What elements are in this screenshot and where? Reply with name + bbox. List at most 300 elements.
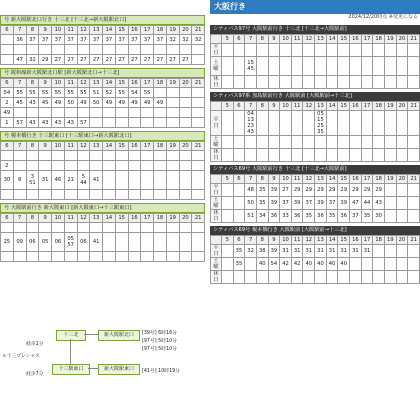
hour-header: 7 (245, 35, 257, 44)
table-row (211, 149, 420, 162)
departure-cell: 29 (291, 184, 303, 197)
hour-header: 18 (373, 35, 385, 44)
departure-cell (179, 161, 192, 171)
departure-cell (315, 57, 327, 76)
hour-header: 21 (408, 175, 420, 184)
hour-header: 6 (233, 236, 245, 245)
departure-cell (326, 44, 338, 57)
departure-cell: 43 (64, 118, 77, 128)
departure-cell: 30 (373, 210, 385, 223)
day-type-label: 平日 (211, 111, 222, 136)
hour-header: 7 (13, 142, 26, 151)
departure-cell: 37 (280, 197, 292, 210)
hour-header: 14 (103, 79, 116, 88)
hour-header: 21 (408, 236, 420, 245)
departure-cell (280, 57, 292, 76)
departure-cell: 27 (179, 55, 192, 65)
departure-cell: 35 (303, 210, 315, 223)
departure-cell (154, 223, 167, 233)
departure-cell: 52 (103, 88, 116, 98)
departure-cell (39, 45, 52, 55)
departure-cell: 43 (26, 98, 39, 108)
hour-header: 12 (303, 236, 315, 245)
departure-cell: 29 (350, 184, 362, 197)
departure-cell: 35 (233, 258, 245, 271)
departure-cell (90, 45, 103, 55)
departure-cell: 39 (338, 197, 350, 210)
hour-header: 6 (1, 214, 14, 223)
departure-cell: 37 (303, 197, 315, 210)
hour-header: 6 (1, 26, 14, 35)
departure-cell (408, 149, 420, 162)
departure-cell (280, 271, 292, 284)
hour-header: 5 (222, 175, 234, 184)
hour-header: 11 (64, 79, 77, 88)
corner-cell (211, 236, 222, 245)
legend-label-1: 経歩1分 (26, 342, 44, 347)
hour-header: 8 (256, 35, 268, 44)
hour-header: 9 (268, 35, 280, 44)
departure-cell (350, 136, 362, 149)
departure-cell (361, 111, 373, 136)
departure-cell (154, 233, 167, 252)
departure-cell (192, 252, 205, 262)
departure-cell: 29 (373, 184, 385, 197)
hour-header: 18 (154, 79, 167, 88)
hour-header: 20 (396, 175, 408, 184)
departure-cell (154, 151, 167, 161)
departure-cell (90, 108, 103, 118)
departure-cell: 41 (90, 171, 103, 190)
departure-cell (52, 252, 65, 262)
departure-cell: 27 (166, 55, 179, 65)
departure-cell: 54 (128, 88, 141, 98)
timetable (0, 213, 205, 262)
left-timetables (0, 0, 205, 262)
departure-cell (350, 111, 362, 136)
departure-cell (408, 184, 420, 197)
departure-cell: 51 (245, 210, 257, 223)
hour-header: 16 (128, 26, 141, 35)
hour-header: 13 (90, 26, 103, 35)
departure-cell (303, 271, 315, 284)
hour-header: 21 (408, 102, 420, 111)
departure-cell (373, 44, 385, 57)
departure-cell: 42 (291, 258, 303, 271)
departure-cell (222, 44, 234, 57)
departure-cell (408, 136, 420, 149)
departure-cell (245, 271, 257, 284)
departure-cell (1, 252, 14, 262)
departure-cell: 27 (141, 55, 154, 65)
hour-header: 7 (13, 79, 26, 88)
departure-cell (77, 252, 90, 262)
departure-cell (396, 245, 408, 258)
hour-header: 16 (128, 214, 141, 223)
departure-cell (52, 190, 65, 200)
departure-cell (280, 149, 292, 162)
departure-cell (90, 118, 103, 128)
departure-cell (408, 258, 420, 271)
departure-cell (222, 111, 234, 136)
departure-cell (396, 57, 408, 76)
departure-cell (52, 161, 65, 171)
departure-cell: 37 (26, 35, 39, 45)
legend-connector (88, 368, 98, 369)
departure-cell: 27 (90, 55, 103, 65)
departure-cell (103, 118, 116, 128)
departure-cell (154, 118, 167, 128)
departure-cell: 36 (268, 210, 280, 223)
hour-header: 14 (103, 214, 116, 223)
departure-cell (52, 45, 65, 55)
hour-header: 9 (39, 142, 52, 151)
departure-cell (361, 76, 373, 89)
hour-header: 6 (233, 175, 245, 184)
hour-header: 7 (13, 26, 26, 35)
departure-cell (90, 161, 103, 171)
departure-cell (326, 76, 338, 89)
departure-cell (222, 184, 234, 197)
departure-cell: 35 (326, 210, 338, 223)
table-row (1, 151, 205, 161)
departure-cell (192, 98, 205, 108)
departure-cell: 55 (52, 88, 65, 98)
departure-cell (384, 76, 396, 89)
hour-header: 20 (396, 35, 408, 44)
hour-header: 11 (291, 102, 303, 111)
date-note: 2024/12/20時点 ※変更になる (348, 14, 418, 20)
departure-cell: 36 (315, 210, 327, 223)
hour-header: 15 (115, 142, 128, 151)
departure-cell: 37 (77, 35, 90, 45)
hour-header: 8 (26, 214, 39, 223)
departure-cell (166, 171, 179, 190)
departure-cell: 36 (338, 210, 350, 223)
hour-header: 15 (338, 35, 350, 44)
table-row (1, 45, 205, 55)
departure-cell: 44 (361, 197, 373, 210)
departure-cell: 05 15 25 35 (315, 111, 327, 136)
hour-header: 21 (192, 79, 205, 88)
departure-cell: 31 (291, 245, 303, 258)
hour-header: 17 (361, 102, 373, 111)
departure-cell (373, 76, 385, 89)
departure-cell: 29 (39, 55, 52, 65)
departure-cell: 35 (233, 245, 245, 258)
day-type-label: 平日 (211, 44, 222, 57)
departure-cell (303, 76, 315, 89)
departure-cell (128, 161, 141, 171)
hour-header: 9 (39, 26, 52, 35)
table-row (1, 190, 205, 200)
departure-cell (1, 45, 14, 55)
departure-cell: 32 (179, 35, 192, 45)
departure-cell (166, 252, 179, 262)
hour-header: 5 (222, 102, 234, 111)
hour-header: 12 (303, 35, 315, 44)
table-row (1, 171, 205, 190)
departure-cell (373, 258, 385, 271)
departure-cell (361, 258, 373, 271)
departure-cell: 49 (77, 98, 90, 108)
departure-cell (373, 136, 385, 149)
day-type-label: 土曜 (211, 136, 222, 149)
corner-cell (211, 102, 222, 111)
departure-cell: 27 (115, 55, 128, 65)
departure-cell (338, 57, 350, 76)
departure-cell (303, 44, 315, 57)
departure-cell (233, 149, 245, 162)
departure-cell (115, 161, 128, 171)
hour-header: 13 (90, 142, 103, 151)
departure-cell (361, 271, 373, 284)
departure-cell (222, 245, 234, 258)
departure-cell (245, 44, 257, 57)
departure-cell (396, 76, 408, 89)
route-header: 号 新大阪駅北口行き 十三北 [十三北→新大阪駅北口] (0, 15, 205, 25)
departure-cell (192, 233, 205, 252)
departure-cell: 25 (1, 233, 14, 252)
left-column (0, 0, 205, 377)
departure-cell (396, 197, 408, 210)
departure-cell (245, 76, 257, 89)
hour-header: 19 (384, 236, 396, 245)
table-row (1, 223, 205, 233)
hour-header: 12 (77, 142, 90, 151)
departure-cell (361, 44, 373, 57)
departure-cell: 40 (315, 258, 327, 271)
departure-cell (154, 88, 167, 98)
hour-header: 7 (13, 214, 26, 223)
departure-cell (361, 136, 373, 149)
table-row (1, 55, 205, 65)
departure-cell (52, 151, 65, 161)
route-header: シティバス69号 大阪駅前行き 十三北 [十三北→大阪駅前] (210, 165, 420, 174)
hour-header: 6 (233, 102, 245, 111)
departure-cell (192, 55, 205, 65)
departure-cell (166, 161, 179, 171)
departure-cell: 35 (256, 184, 268, 197)
departure-cell (192, 171, 205, 190)
departure-cell (338, 76, 350, 89)
departure-cell: 39 (268, 184, 280, 197)
departure-cell (26, 108, 39, 118)
departure-cell (291, 57, 303, 76)
departure-cell (268, 149, 280, 162)
departure-cell (408, 197, 420, 210)
departure-cell (280, 44, 292, 57)
hour-header: 18 (373, 102, 385, 111)
hour-header: 11 (64, 142, 77, 151)
departure-cell (326, 271, 338, 284)
hour-header: 10 (52, 214, 65, 223)
table-row (211, 136, 420, 149)
departure-cell: 40 (326, 258, 338, 271)
hour-header: 10 (52, 142, 65, 151)
hour-header: 8 (26, 79, 39, 88)
route-header: 号 大阪駅前行き 新大阪東口 [新大阪東口→十三駅東口] (0, 203, 205, 213)
day-type-label: 平日 (211, 184, 222, 197)
departure-cell: 37 (90, 35, 103, 45)
departure-cell (1, 35, 14, 45)
departure-cell (103, 151, 116, 161)
departure-cell (141, 223, 154, 233)
departure-cell (384, 210, 396, 223)
hour-header: 13 (90, 214, 103, 223)
departure-cell (303, 57, 315, 76)
departure-cell (396, 271, 408, 284)
departure-cell (268, 111, 280, 136)
hour-header: 14 (103, 26, 116, 35)
hour-header: 14 (326, 102, 338, 111)
departure-cell (384, 245, 396, 258)
departure-cell (64, 190, 77, 200)
departure-cell (315, 271, 327, 284)
departure-cell (128, 233, 141, 252)
route-header: 号 榎本橋行き 十三駅東口 [十三駅東口→新大阪駅北口] (0, 131, 205, 141)
hour-header: 18 (373, 236, 385, 245)
departure-cell (77, 161, 90, 171)
departure-cell (179, 233, 192, 252)
departure-cell: 43 (26, 118, 39, 128)
departure-cell: 39 (291, 197, 303, 210)
hour-header: 9 (268, 175, 280, 184)
departure-cell (39, 190, 52, 200)
hour-header: 19 (166, 79, 179, 88)
table-row (1, 88, 205, 98)
departure-cell: 04 13 23 43 (245, 111, 257, 136)
hour-header: 16 (350, 175, 362, 184)
legend-box-shinosaka-north: 新大阪駅北口 (98, 330, 140, 341)
departure-cell: 39 (268, 197, 280, 210)
departure-cell (141, 45, 154, 55)
departure-cell: 55 (13, 88, 26, 98)
departure-cell (154, 161, 167, 171)
departure-cell: 27 (77, 55, 90, 65)
departure-cell (291, 111, 303, 136)
departure-cell (268, 44, 280, 57)
hour-header: 13 (315, 102, 327, 111)
departure-cell: 55 (26, 88, 39, 98)
departure-cell (166, 151, 179, 161)
departure-cell (179, 151, 192, 161)
departure-cell (154, 252, 167, 262)
departure-cell (408, 44, 420, 57)
departure-cell (384, 136, 396, 149)
hour-header: 6 (233, 35, 245, 44)
right-timetables (210, 25, 420, 284)
departure-cell: 39 (315, 197, 327, 210)
hour-header: 20 (396, 102, 408, 111)
departure-cell (13, 45, 26, 55)
departure-cell: 55 (64, 88, 77, 98)
departure-cell (233, 271, 245, 284)
departure-cell (179, 252, 192, 262)
departure-cell (350, 76, 362, 89)
departure-cell: 50 (64, 98, 77, 108)
departure-cell (291, 76, 303, 89)
departure-cell: 29 (303, 184, 315, 197)
departure-cell: 40 (256, 258, 268, 271)
departure-cell (384, 184, 396, 197)
legend-connector (70, 339, 71, 364)
departure-cell (192, 45, 205, 55)
table-row (1, 98, 205, 108)
departure-cell (233, 76, 245, 89)
departure-cell (166, 233, 179, 252)
departure-cell (13, 108, 26, 118)
hour-header: 9 (39, 214, 52, 223)
departure-cell: 27 (64, 55, 77, 65)
departure-cell: 29 (315, 184, 327, 197)
departure-cell (115, 223, 128, 233)
departure-cell: 2 (1, 98, 14, 108)
departure-cell (192, 151, 205, 161)
departure-cell (115, 108, 128, 118)
hour-header: 8 (256, 236, 268, 245)
departure-cell (408, 57, 420, 76)
direction-banner: 大阪行き (210, 0, 420, 14)
departure-cell (64, 108, 77, 118)
departure-cell (154, 171, 167, 190)
hour-header: 8 (26, 26, 39, 35)
hour-header: 5 (222, 35, 234, 44)
departure-cell: 3 51 (26, 171, 39, 190)
departure-cell (179, 108, 192, 118)
hour-header: 20 (179, 26, 192, 35)
departure-cell (179, 118, 192, 128)
departure-cell (222, 57, 234, 76)
departure-cell (280, 76, 292, 89)
departure-cell: 31 (338, 245, 350, 258)
hour-header: 19 (166, 142, 179, 151)
departure-cell (233, 184, 245, 197)
hour-header: 14 (326, 236, 338, 245)
hour-header: 17 (141, 79, 154, 88)
legend-note-1: [39号] 6時16分 (142, 331, 177, 336)
departure-cell: 41 (90, 233, 103, 252)
departure-cell (291, 44, 303, 57)
hour-header: 20 (179, 214, 192, 223)
departure-cell (64, 151, 77, 161)
hour-header: 9 (268, 236, 280, 245)
departure-cell: 36 (13, 35, 26, 45)
hour-header: 11 (64, 214, 77, 223)
departure-cell: 37 (64, 35, 77, 45)
departure-cell: 1 (1, 118, 14, 128)
timetable (0, 141, 205, 200)
departure-cell (192, 108, 205, 118)
departure-cell (326, 149, 338, 162)
departure-cell: 31 (315, 245, 327, 258)
hour-header: 5 (222, 236, 234, 245)
departure-cell (408, 245, 420, 258)
hour-header: 17 (361, 35, 373, 44)
departure-cell (233, 44, 245, 57)
departure-cell: 49 (115, 98, 128, 108)
departure-cell (141, 171, 154, 190)
departure-cell (384, 57, 396, 76)
hour-header: 15 (115, 214, 128, 223)
route-header: シティバス97号 大阪駅前行き 十三北 [十三北→大阪駅前] (210, 25, 420, 34)
departure-cell (39, 108, 52, 118)
departure-cell: 42 (280, 258, 292, 271)
departure-cell: 27 (128, 55, 141, 65)
hour-header: 9 (39, 79, 52, 88)
departure-cell (338, 271, 350, 284)
departure-cell (1, 151, 14, 161)
